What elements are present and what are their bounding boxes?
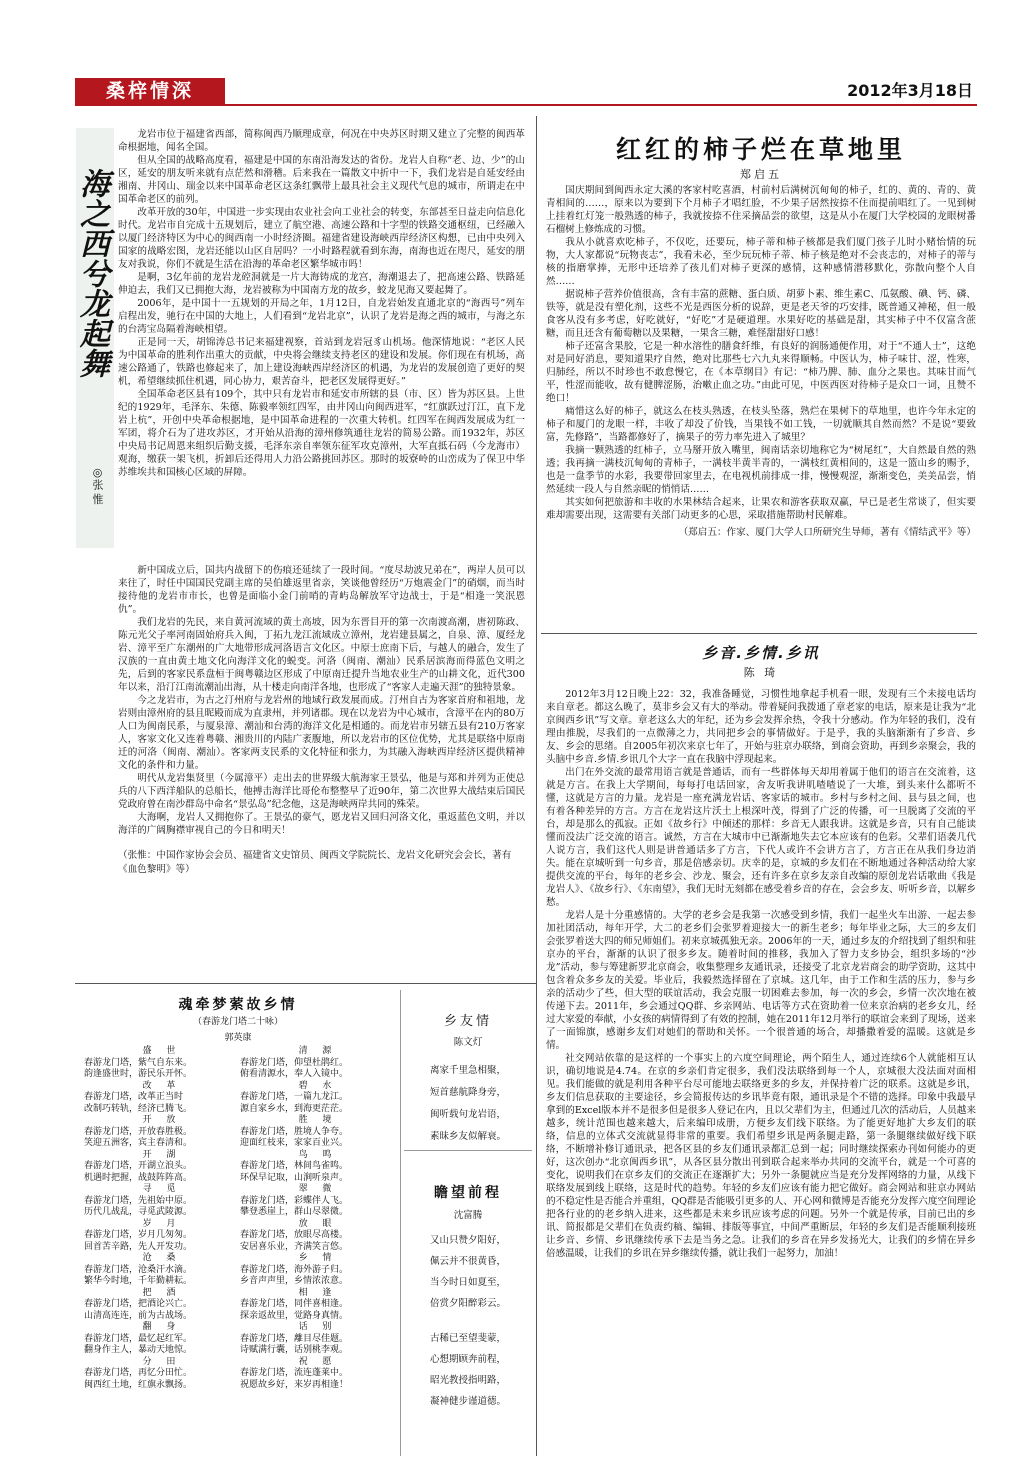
paragraph: 大海啊，龙岩人又拥抱你了。王景弘的豪气，愿龙岩又回归河洛文化，重返蓝色文明，并以海洋的广阔胸襟审视自己的今日和明天！ xyxy=(118,812,525,836)
poem-stanza: 分 田 春游龙门塔，再忆分田忙。 闽西红土地，红旗永飘扬。 xyxy=(84,1356,193,1390)
poem-divider xyxy=(400,990,401,1456)
left-article-title: 海之西兮龙起舞 xyxy=(74,168,109,378)
section-title: 桑梓情深 xyxy=(75,78,225,104)
paragraph: 龙岩人是十分重感情的。大学的老乡会是我第一次感受到乡情，我们一起坐火车出游、一起去参加社团活动，每年开学，大二的老乡们会张罗着迎接大一的新生老乡；每年毕业之际，大三的乡友们会张罗着送大四的师兄师姐们。初来京城孤独无亲。2006年的一天，通过乡友的介绍找到了组织和驻京办的平台，渐渐的认识了很多乡友。随着时间的推移，我加入了智力支乡协会，组织多场的“沙龙”活动，参与筹建新罗北京商会，收集整理乡友通讯录，还接受了北京龙岩商会的助学资助，这其中包含着众多乡友的关爱。毕业后，我毅然选择留在了京城。这几年，由于工作和生活的压力，参与乡亲的活动少了些，但大型的联谊活动，我会克服一切困难去参加，每一次的乡会，乡情一次次地在被传递下去。2011年，乡会通过QQ群、乡亲网站、电话等方式在资助着一位来京治病的老乡女儿，经过大家爱的奉献，小女孩的病情得到了有效的控制，她在2011年12月举行的联谊会来到了现场，送来了一面锦旗，感谢乡友们对她们的帮助和关怀。一个很普通的场合，却播撒着爱的温暖。这就是乡情。 xyxy=(546,910,976,1051)
paragraph: 但从全国的战略高度看，福建是中国的东南沿海发达的省份。龙岩人自称“老、边、少”的山区，延安的朋友听来就有点茫然和滑稽。后来我在一篇散文中折中一下，我们龙岩是自延安经由湘南、井冈山、瑞金以来中国革命老区这条红飘带上最具社会主义现代气息的城市，所谓走在中国革命老区的前列。 xyxy=(118,155,525,205)
short-poem-2-title: 瞻望前程 xyxy=(434,1185,502,1201)
paragraph: 2012年3月12日晚上22：32，我准备睡觉，习惯性地拿起手机看一眼，发现有三个未接电话均来自章老。都这么晚了，莫非乡会又有大的举动。带着疑问我拨通了章老家的电话，原来是让我为“北京闽西乡讯”写文章。章老这么大的年纪，还为乡会发挥余热，令我十分感动。作为年轻的我们，没有理由推脱，尽我们的一点微薄之力，共同把乡会的事情做好。于是乎，我的头脑渐渐有了乡音、乡友、乡会的思绪。自2005年初次来京七年了，开始与驻京办联络，到商会资助，再到乡亲聚会，我的头脑中乡音.乡情.乡讯几个大字一直在我脑中浮现起来。 xyxy=(546,689,976,765)
paragraph: 正是同一天，胡锦涛总书记来福建视察，首站到龙岩冠豸山机场。他深情地说：“老区人民为中国革命的胜利作出重大的贡献，中央将会继续支持老区的建设和发展。你们现在有机场，高速公路通了，铁路也修起来了，加上建设海峡西岸经济区的机遇，为龙岩的发展创造了更好的契机，希望继续抓住机遇，同心协力，艰苦奋斗，把老区发展得更好。” xyxy=(118,337,525,387)
paragraph: 今之龙岩市，为古之汀州府与龙岩州的地域行政发展而成。汀州自古为客家首府和祖地，龙岩则由漳州府的县且昵殿而成为直隶州，并列诸郡。现在以龙岩为中心城市，含漳平在内的80万人口为闽南民系，与厦泉漳、潮汕和台湾的海洋文化是相通的。而龙岩市另辖五县有210万客家人，客家文化又连着粤赣、湘贵川的内陆广袤腹地，所以龙岩市的区位优势，尤其是联络中原南迁的河洛（闽南、潮汕）。客家两支民系的文化特征和张力，为其融入海峡西岸经济区提供精神文化的条件和力量。 xyxy=(118,695,525,771)
poem-stanza: 鸟 鸣 春游龙门塔，林间鸟雀鸣。 环保早记取，山涧听泉声。 xyxy=(240,1149,349,1183)
poem-row xyxy=(84,1219,396,1254)
poem-stanza: 改 革 春游龙门塔，改革正当时 改制巧转轨，经济已腾飞。 xyxy=(84,1080,193,1114)
paragraph: 改革开放的30年，中国进一步实现由农业社会向工业社会的转变，东部甚至日益走向信息化时代。龙岩市自完成十五规划后，建立了航空港、高速公路和十字型的铁路交通枢纽，已经融入以厦门经济特区为中心的闽西南一小时经济圈。福建省建设海峡西岸经济区构想，已由中央列入国家的战略宏图，龙岩还能以山区自居吗？一小时路程就看到东海，南海也近在咫尺，延安的朋友对我说，你们不就是生活在沿海的革命老区繁华城市吗！ xyxy=(118,207,525,270)
poem-stanza: 开 湖 春游龙门塔，开湖立浪头。 机遇时把握，战鼓阵阵高。 xyxy=(84,1149,193,1183)
paragraph: 龙岩市位于福建省西部，简称闽西乃顺理成章，何况在中央苏区时期又建立了完整的闽西革命根据地，闻名全国。 xyxy=(118,129,525,153)
poem-row xyxy=(84,1150,396,1185)
poem-row xyxy=(84,1357,396,1392)
poem-row xyxy=(84,1322,396,1357)
paragraph: 是啊，3亿年前的龙岩龙硿洞就是一片大海铸成的龙宫，海潮退去了，把高速公路、铁路延伸迫去，我们又已拥抱大海，龙岩被称为中国南方龙的故乡，蛟龙见海又要起舞了。 xyxy=(118,272,525,296)
poem-row xyxy=(84,1081,396,1116)
right-article-2-author: 陈 琦 xyxy=(743,666,779,679)
right-article-body xyxy=(546,184,976,550)
author-note: （张惟：中国作家协会会员、福建省文史馆员、闽西文学院院长、龙岩文化研究会会长，著有《血色黎明》等） xyxy=(118,850,512,875)
right-article-2-body xyxy=(546,688,976,1260)
poem-subtitle: （春游龙门塔二十咏） xyxy=(192,1017,283,1027)
paragraph: 据说柿子营养价值很高，含有丰富的蔗糖、蛋白质、胡萝卜素、维生素C、瓜氨酸、碘、钙、磷、铁等，就是没有塑化剂，这些不光是西医分析的说辞，更是老天爷的巧安排，既普通又神秘，但一般食客从没有多考虑，好吃就好，“好吃”才是硬道理。水果好吃的基础是甜，其实柿子中不仅富含蔗糖，而且还含有葡萄糖以及果糖，一果含三糖，难怪甜甜好口感！ xyxy=(546,289,976,339)
right-article-author: 郑启五 xyxy=(740,168,782,181)
paragraph: 我摘一颗熟透的红柿子，立马掰开放入嘴里，闽南话亲切地称它为“树尾红”，大自然最自然的熟透；我再摘一满枝沉甸甸的青柿子，一满枝半黄半青的，一满枝红黄相间的，这是一篮山乡的赐予，也是一盘季节的水彩，我要带回家里去，在电视机前排成一排，慢慢观涩，渐渐变色，美美品尝，悄然延续一段人与自然亲昵的悄悄话…… xyxy=(546,445,976,495)
poem-row xyxy=(84,1184,396,1219)
poem-stanza: 乡 情 春游龙门塔，海外游子归。 乡音声声里，乡情浓浓意。 xyxy=(240,1253,349,1286)
short-poem-2-lines: 又山只赞夕阳好， 佩云并不很黄昏， 当今时日如夏至， 倍赏夕阳醉彩云。 古稀已至望斐蒙， 心想期顾奔前程， 昭光教授指明路， 凝神健步谨道德。 xyxy=(429,1235,506,1407)
poem-stanza: 胜 境 春游龙门塔，胜境人争夸。 迎面红枝来，家家百业兴。 xyxy=(240,1115,349,1148)
column-divider xyxy=(536,116,537,1456)
poem-row xyxy=(84,1253,396,1288)
left-article-author: ◎张 惟 xyxy=(91,466,104,505)
poem-stanza: 翻 身 春游龙门塔，最忆起红军。 翻身作主人，暴动天地惊。 xyxy=(84,1322,193,1355)
poem-stanza: 岁 月 春游龙门塔，岁月几匆匆。 回首苦辛路，先人开发功。 xyxy=(84,1218,193,1252)
poem-stanza: 话 别 春游龙门塔，離目尽佳题。 诗赋满行囊，话别桃李观。 xyxy=(240,1322,349,1355)
poem-stanza: 盛 世 春游龙门塔，紫气自东来。 韵逢盛世时，游民乐开怀。 xyxy=(84,1046,193,1079)
left-article-body xyxy=(118,128,525,479)
poem-stanza: 祝 愿 春游龙门塔，流连蓬莱中。 祝愿故乡好，来岁再相逢！ xyxy=(240,1356,349,1390)
short-poem-lines: 离家千里急相聚， 短首慈航降身旁， 闽听载句龙岩语， 素昧乡友似解衰。 xyxy=(429,1065,506,1142)
poem-stanza: 翠 微 春游龙门塔，彩蝶伴人飞。 攀登悉崖上，群山尽翠微。 xyxy=(240,1184,349,1217)
poem-row xyxy=(84,1046,396,1081)
short-poem-2-author: 沈富腾 xyxy=(453,1210,483,1221)
paragraph: 社交网站依靠的是这样的一个事实上的六度空间理论，两个陌生人，通过连续6个人就能相互认识，确切地说是4.74。在京的乡亲们肯定很多，我们没法联络到每一个人，京城很大没法面对面相见。我们能做的就是利用各种平台尽可能地去联络更多的乡友，并保持着广泛的联系。这就是乡讯，乡友们信息获取的主要途径，乡会简报传达的乡讯毕竟有限，通讯录是个不错的选择。印象中我最早拿到的Excel版本并不是很多但是很多人登记在内，且以父辈们为主，但通过几次的活动后，人员越来越多，统计范围也越来越大，后来编印成册，方便乡友们线下联络。为了能更好地扩大乡友们的联络，信息的立体式交流就显得非常的重要。我们希望乡讯是两条腿走路，第一条腿继续做好线下联络，不断增补修订通讯录，把各区县的乡友们通讯录都汇总到一起；同时继续探索办刊如何能办的更好，这次创办“北京闽西乡讯”，从各区县分散出刊到联合起来举办共同的交流平台，就是一个可喜的变化，说明我们在京乡友们的交流正在逐渐扩大；另外一条腿就应当是充分发挥网络的力量，从线下联络发展到线上联络，这是时代的趋势。年轻的乡友们应该有能力把它做好。商会网站和驻京办网站的不稳定性是否能合并重组，QQ群是否能吸引更多的人、开心网和微博是否能充分发挥六度空间理论把各行业的的老乡纳入进来，这些都是未来乡讯应该考虑的问题。另外一个就是传承，目前已出的乡讯、简报都是父辈们在负责约稿、编辑、排版等事宜，中间严重断层，年轻的乡友们是否能顺利接班让乡音、乡情、乡讯继续传承下去是当务之急。让我们的乡音在异乡发扬光大，让我们的乡情在异乡倍感温暖，让我们的乡讯在异乡继续传播，就让我们一起努力，加油！ xyxy=(546,1053,976,1259)
paragraph: 我们龙岩的先民，来自黄河流域的黄土高坡，因为东晋目开的第一次南渡高潮，唐初陈政、陈元光父子率河南固始府兵入闽，丁拓九龙江流域成立漳州，龙岩建县属之，自泉、漳、厦经龙岩、漳平至广东潮州的广大地带形成河洛语言文化区。中原士庶南下后，与越人的融合，发生了汉族的一直由黄土地文化向海洋文化的蜕变。河洛（闽南、潮汕）民系居滨海而得蓝色文明之先，后到的客家民系盘桓于闽粤赣边区形成了中原南迁提升当地农业生产的山耕文化，近代300年以来，沿汀江南流潮汕出海，从十楼走向南洋各地，也形成了“客家人走遍天涯”的独特景象。 xyxy=(118,617,525,693)
poem-stanza: 清 源 春游龙门塔，仰望杜鹃红。 俯看清源水，奉人入镜中。 xyxy=(240,1046,349,1079)
issue-date: 2012年3月18日 xyxy=(847,81,973,100)
poem-author: 郭英康 xyxy=(224,1033,252,1043)
paragraph: 国庆期间到闽西永定大溪的客家村吃喜酒，村前村后满树沉甸甸的柿子，红的、黄的、青的、黄青相间的……，原来以为要到下个月柿子才唱红脸，不少果子居然按捺不住而提前唱红了。一见到树上挂着红灯笼一般熟透的柿子，我就按捺不住采摘品尝的欲望，这是从小在厦门大学校园的龙眼树番石榴树上修炼成的习惯。 xyxy=(546,185,976,235)
poem-stanza: 开 放 春游龙门塔，开放春胜极。 笑迎五洲客，宾主春清和。 xyxy=(84,1115,193,1148)
left-bottom-divider xyxy=(75,983,536,984)
paragraph: 我从小就喜欢吃柿子，不仅吃，还要玩，柿子蒂和柿子核都是我们厦门孩子儿时小赌怡情的玩物，大人家都说“玩物丧志”，我看未必，至少玩玩柿子蒂、柿子核是绝对不会丧志的，对柿子的蒂与核的指磨掌捧，无形中还培养了孩儿们对柿子更深的感情，这种感情潜移默化，弥散向整个人自然…… xyxy=(546,237,976,287)
author-note: （郑启五：作家、厦门大学人口所研究生导师，著有《情结武平》等） xyxy=(678,527,976,538)
paragraph: 柿子还富含果胶，它是一种水溶性的膳食纤维，有良好的润肠通便作用，对于“不通人士”，这绝对是同好消息，要知道果疗自然，绝对比那些七六九丸来得顺畅。中医认为，柿子味甘、涩，性寒，归肺经，所以不时珍也不敢怠慢它，在《本草纲目》有记：“柿乃脾、肺、血分之果也。其味甘而气平，性涩而能收，故有健脾涩肠，治嗽止血之功。”由此可见，中医西医对待柿子是众口一词，且赞不绝口！ xyxy=(546,341,976,404)
paragraph: 明代从龙岩集贤里（今属漳平）走出去的世界级大航海家王景弘，他是与郑和并列为正使总兵的八下西洋船队的总船长，他搏击海洋比哥伦布整整早了近90年，第二次世界大战结束后国民党政府曾在南沙群岛中命名“景弘岛”纪念他，这是海峡两岸共同的殊荣。 xyxy=(118,773,525,810)
poem-stanza: 碧 水 春游龙门塔，一篇九龙江。 源自家乡水，到海更茫茫。 xyxy=(240,1080,349,1114)
paragraph: 2006年，是中国十一五规划的开局之年，1月12日，自龙岩始发直通北京的“海西号”列车启程出发，驰行在中国的大地上，人们看到“龙岩北京”，认识了龙岩是海之西的城市，与海之东的台湾宝岛隔着海峡相望。 xyxy=(118,298,525,335)
poem-list xyxy=(84,1046,396,1391)
left-article-body-lower xyxy=(118,564,525,887)
poem-row xyxy=(84,1288,396,1323)
short-poem-divider xyxy=(404,1150,532,1151)
right-article-title: 红红的柿子烂在草地里 xyxy=(615,135,906,164)
paragraph: 其实如何把旅游和丰收的水果林结合起来，让果农和游客获取双赢，早已是老生常谈了，但实要难却需要出现，这需要有关部门动更多的心思，采取措施帮助村民解难。 xyxy=(546,497,976,521)
short-poem-author: 陈文灯 xyxy=(453,1037,483,1048)
paragraph: 痛惜这么好的柿子，就这么在枝头熟透，在枝头坠落，熟烂在果树下的草地里，也许今年永定的柿子和厦门的龙眼一样，丰收了却没了价钱，当果钱不如工钱，一切就顺其自然而然？不是说“要致富，先修路”，当路都修好了，摘果子的劳力率先进入了城里？ xyxy=(546,406,976,443)
poem-stanza: 把 酒 春游龙门塔，把酒论兴亡。 山清高连连，前为古战场。 xyxy=(84,1287,193,1321)
poem-row xyxy=(84,1115,396,1150)
poem-stanza: 寻 觅 春游龙门塔，先祖始中原。 历代几战乱，寻觅武陵源。 xyxy=(84,1184,193,1217)
right-article-2-title: 乡音.乡情.乡讯 xyxy=(702,644,820,662)
paragraph: 新中国成立后，国共内战留下的伤痕还延续了一段时间。“度尽劫波兄弟在”，两岸人员可以来往了，时任中国国民党副主席的吴伯雄返里省亲，笑谈他曾经历“万炮震金门”的硝烟，而当时接待他的龙岩市市长，也曾是面临小金门前哨的青屿岛解放军守边战士，于是“相逢一笑泯恩仇”。 xyxy=(118,565,525,615)
poem-stanza: 放 眼 春游龙门塔，放眼尽高楼。 安居喜乐业，齐满笑言悠。 xyxy=(240,1218,349,1252)
short-poem-title: 乡友情 xyxy=(443,1014,492,1029)
poem-title: 魂牵梦萦故乡情 xyxy=(178,997,298,1013)
poem-stanza: 相 逢 春游龙门塔，同伴喜相逢。 探亲返故里，觉路身真情。 xyxy=(240,1287,349,1321)
paragraph: 全国革命老区县有109个，其中只有龙岩市和延安市所辖的县（市、区）皆为苏区县。上世纪的1929年，毛泽东、朱德、陈毅率领红四军，由井冈山向闽西进军，“红旗跃过汀江，直下龙岩上杭”，开创中央革命根据地，是中国革命进程的一次重大转机。红四军在闽西发展成为红一军团，将介石为了进攻苏区，才开始从沿海的漳州修筑通往龙岩的简易公路。而1932年，苏区中央局书记周恩来组织后勤支援，毛泽东亲自率领东征军攻克漳州，大军直抵石码（今龙海市）观海，缴获一架飞机，折卸后还得用人力沿公路挑回苏区。那时的坂寮岭的山峦成为了保卫中华苏维埃共和国核心区域的屏障。 xyxy=(118,389,525,478)
right-article-divider xyxy=(541,633,977,634)
poem-stanza: 沧 桑 春游龙门塔，沧桑汗水滴。 繁华今时地，千年勤耕耘。 xyxy=(84,1253,193,1286)
paragraph: 出门在外交流的最常用语言就是普通话，而有一些群体每天却用着属于他们的语言在交流着，这就是方言。在我上大学期间，每每打电话回家，舍友听我讲叽喳喳说了一大堆，到头来什么都听不懂，这就是方言的力量。龙岩是一座充满龙岩话、客家话的城市。乡村与乡村之间、县与县之间，也有着各种差异的方言。方言在龙岩这片沃土上根深叶茂，得到了广泛的传播，可一旦脱离了交流的平台，却是那么的孤寂。正如《故乡行》中倾述的那样：乡音无人跟我讲。这就是乡音，只有自己能读懂而没法广泛交流的语言。诚然，方言在大城市中已渐渐地失去它本应该有的色彩。父辈们语袭几代人说方言，我们这代人则是讲普通话多了方言，下代人或许不会讲方言了，方言正在从我们身边消失。能在京城听到一句乡音，那是倍感亲切。庆幸的是，京城的乡友们在不断地通过各种活动给大家提供交流的平台，每年的老乡会、沙龙、聚会，还有许多在京乡友亲自改编的原创龙岩话歌曲《我是龙岩人》、《故乡行》、《东南望》，我们无时无刻都在感受着乡音的存在，会会乡友、听听乡音，以解乡愁。 xyxy=(546,767,976,908)
